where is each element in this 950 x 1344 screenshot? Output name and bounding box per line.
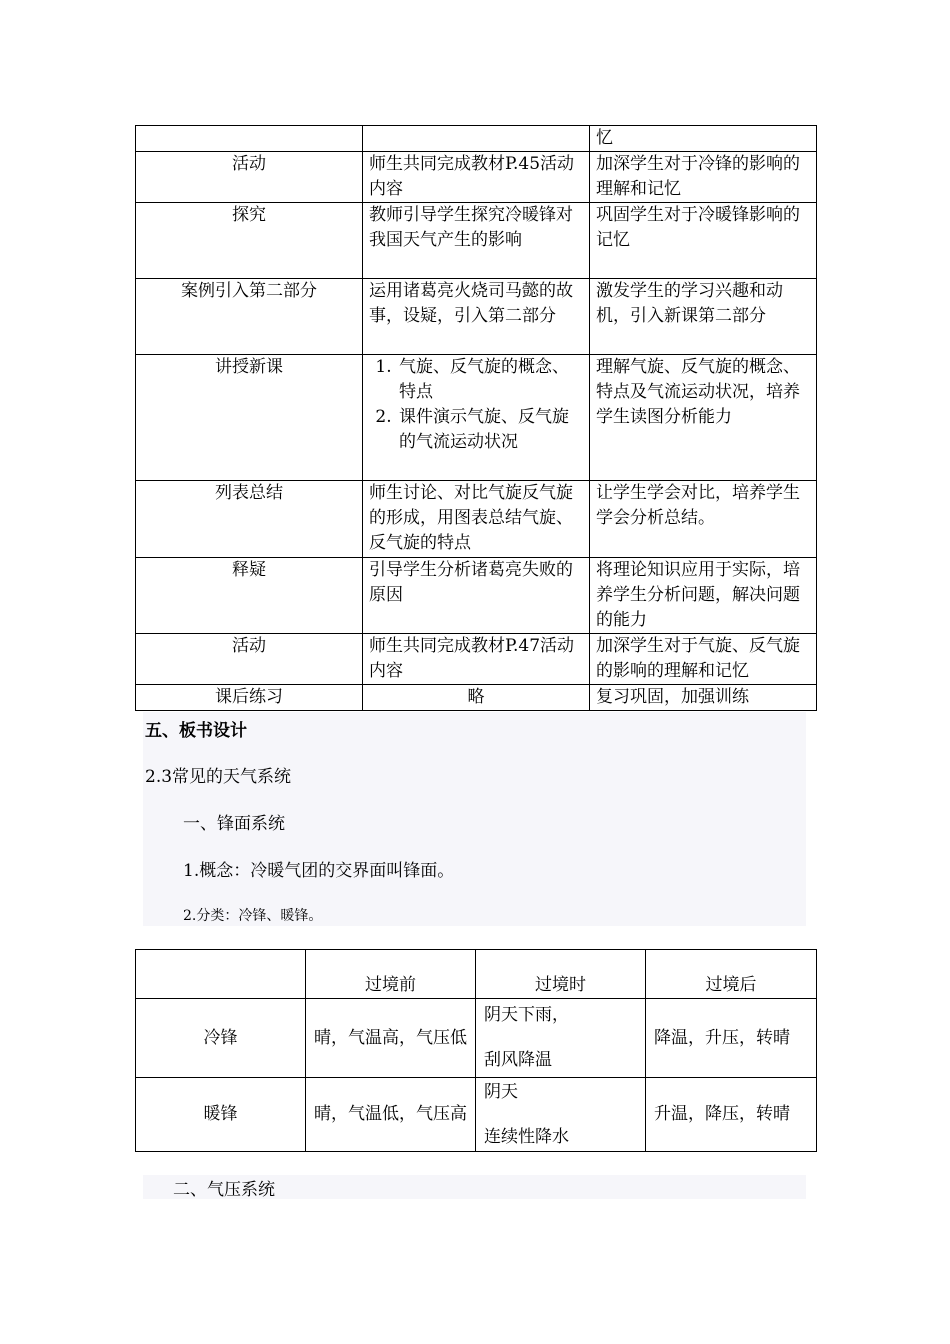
list-item: 1. 气旋、反气旋的概念、特点 xyxy=(397,355,583,405)
content-cell: 运用诸葛亮火烧司马懿的故事，设疑，引入第二部分 xyxy=(363,279,590,355)
table-header-row xyxy=(136,950,817,999)
stage-cell: 探究 xyxy=(136,203,363,279)
front-name-cell: 冷锋 xyxy=(136,999,306,1078)
stage-cell xyxy=(136,126,363,152)
after-cell: 升温，降压，转晴 xyxy=(646,1078,817,1152)
content-list xyxy=(369,355,583,455)
content-cell xyxy=(363,126,590,152)
header-cell: 过境前 xyxy=(306,950,476,999)
purpose-cell: 忆 xyxy=(590,126,817,152)
table-row xyxy=(136,999,817,1078)
section-title: 五、板书设计 xyxy=(145,721,247,741)
purpose-cell: 复习巩固，加强训练 xyxy=(590,685,817,711)
content-cell xyxy=(363,355,590,481)
during-cell xyxy=(476,1078,646,1152)
stage-cell: 课后练习 xyxy=(136,685,363,711)
concept-text: 1.概念：冷暖气团的交界面叫锋面。 xyxy=(183,861,455,881)
after-cell: 降温，升压，转晴 xyxy=(646,999,817,1078)
part-one-heading: 一、锋面系统 xyxy=(183,814,285,834)
before-cell: 晴，气温高，气压低 xyxy=(306,999,476,1078)
purpose-cell: 加深学生对于冷锋的影响的理解和记忆 xyxy=(590,152,817,203)
table-row xyxy=(136,1078,817,1152)
table-row xyxy=(136,126,817,152)
table-row xyxy=(136,355,817,481)
stage-cell: 讲授新课 xyxy=(136,355,363,481)
during-line: 刮风降温 xyxy=(484,1050,552,1070)
content-cell: 师生共同完成教材P.47活动内容 xyxy=(363,634,590,685)
purpose-cell: 理解气旋、反气旋的概念、特点及气流运动状况，培养学生读图分析能力 xyxy=(590,355,817,481)
stage-cell: 列表总结 xyxy=(136,481,363,558)
table-row xyxy=(136,279,817,355)
header-cell xyxy=(136,950,306,999)
during-line: 阴天下雨， xyxy=(484,1005,569,1025)
classification-text: 2.分类：冷锋、暖锋。 xyxy=(183,908,323,924)
purpose-cell: 巩固学生对于冷暖锋影响的记忆 xyxy=(590,203,817,279)
purpose-cell: 让学生学会对比，培养学生学会分析总结。 xyxy=(590,481,817,558)
header-cell: 过境后 xyxy=(646,950,817,999)
table-row xyxy=(136,558,817,634)
table-row xyxy=(136,152,817,203)
content-cell: 引导学生分析诸葛亮失败的原因 xyxy=(363,558,590,634)
stage-cell: 案例引入第二部分 xyxy=(136,279,363,355)
during-line: 连续性降水 xyxy=(484,1126,569,1147)
content-cell: 师生讨论、对比气旋反气旋的形成，用图表总结气旋、反气旋的特点 xyxy=(363,481,590,558)
lesson-title: 2.3常见的天气系统 xyxy=(145,767,292,787)
table-row xyxy=(136,203,817,279)
content-cell: 略 xyxy=(363,685,590,711)
stage-cell: 活动 xyxy=(136,152,363,203)
list-item: 2. 课件演示气旋、反气旋的气流运动状况 xyxy=(397,405,583,455)
purpose-cell: 加深学生对于气旋、反气旋的影响的理解和记忆 xyxy=(590,634,817,685)
front-comparison-table xyxy=(135,949,817,1152)
during-line: 阴天 xyxy=(484,1081,518,1102)
table-row xyxy=(136,634,817,685)
content-cell: 师生共同完成教材P.45活动内容 xyxy=(363,152,590,203)
teaching-process-table xyxy=(135,125,817,711)
content-cell: 教师引导学生探究冷暖锋对我国天气产生的影响 xyxy=(363,203,590,279)
header-cell: 过境时 xyxy=(476,950,646,999)
stage-cell: 释疑 xyxy=(136,558,363,634)
before-cell: 晴，气温低，气压高 xyxy=(306,1078,476,1152)
purpose-cell: 将理论知识应用于实际，培养学生分析问题，解决问题的能力 xyxy=(590,558,817,634)
table-row xyxy=(136,685,817,711)
front-name-cell: 暖锋 xyxy=(136,1078,306,1152)
table-row xyxy=(136,481,817,558)
during-cell xyxy=(476,999,646,1078)
stage-cell: 活动 xyxy=(136,634,363,685)
purpose-cell: 激发学生的学习兴趣和动机，引入新课第二部分 xyxy=(590,279,817,355)
part-two-heading: 二、气压系统 xyxy=(173,1180,275,1200)
